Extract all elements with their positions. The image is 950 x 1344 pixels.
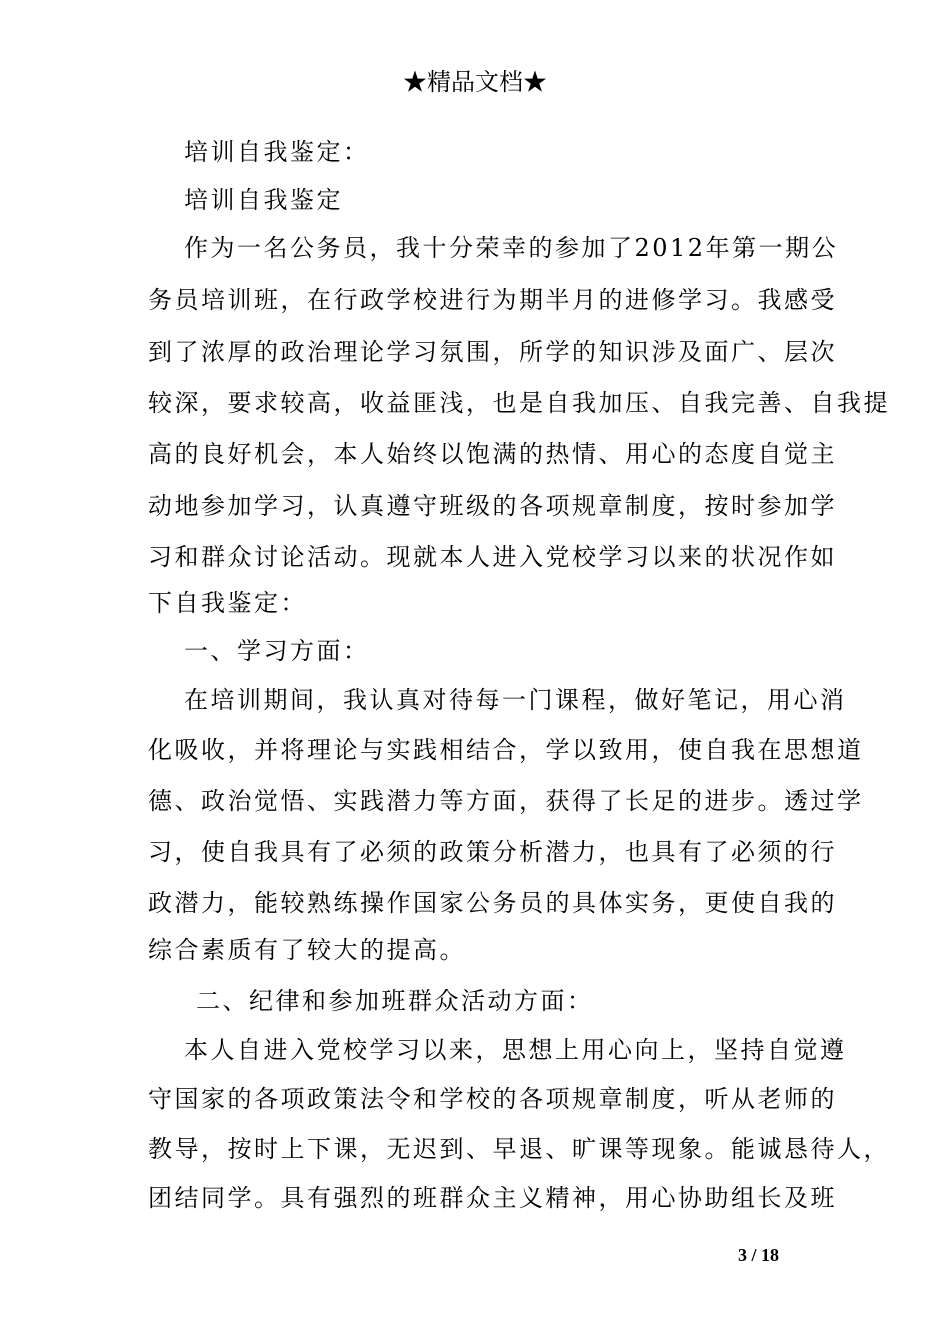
paragraph-line: 较深，要求较高，收益匪浅，也是自我加压、自我完善、自我提	[148, 389, 890, 417]
paragraph-line: 守国家的各项政策法令和学校的各项规章制度，听从老师的	[148, 1085, 837, 1113]
paragraph-line: 政潜力，能较熟练操作国家公务员的具体实务，更使自我的	[148, 889, 837, 917]
paragraph-line: 务员培训班，在行政学校进行为期半月的进修学习。我感受	[148, 286, 837, 314]
section-heading: 二、纪律和参加班群众活动方面：	[196, 987, 594, 1015]
paragraph-line: 教导，按时上下课，无迟到、早退、旷课等现象。能诚恳待人，	[148, 1135, 890, 1163]
section-heading: 一、学习方面：	[184, 637, 370, 665]
paragraph-line: 习，使自我具有了必须的政策分析潜力，也具有了必须的行	[148, 838, 837, 866]
section-heading: 培训自我鉴定：	[184, 138, 370, 166]
document-title: 培训自我鉴定	[184, 186, 343, 214]
paragraph-line: 习和群众讨论活动。现就本人进入党校学习以来的状况作如	[148, 543, 837, 571]
paragraph-line: 到了浓厚的政治理论学习氛围，所学的知识涉及面广、层次	[148, 338, 837, 366]
paragraph-line: 综合素质有了较大的提高。	[148, 936, 466, 964]
paragraph-line: 在培训期间，我认真对待每一门课程，做好笔记，用心消	[184, 686, 847, 714]
paragraph-line: 本人自进入党校学习以来，思想上用心向上，坚持自觉遵	[184, 1036, 847, 1064]
paragraph-line: 高的良好机会，本人始终以饱满的热情、用心的态度自觉主	[148, 440, 837, 468]
paragraph-line: 作为一名公务员，我十分荣幸的参加了2012年第一期公	[184, 234, 839, 262]
document-header-title: ★精品文档★	[403, 68, 547, 96]
paragraph-line: 动地参加学习，认真遵守班级的各项规章制度，按时参加学	[148, 492, 837, 520]
paragraph-line: 下自我鉴定：	[148, 589, 307, 617]
paragraph-line: 团结同学。具有强烈的班群众主义精神，用心协助组长及班	[148, 1184, 837, 1212]
paragraph-line: 化吸收，并将理论与实践相结合，学以致用，使自我在思想道	[148, 736, 864, 764]
paragraph-line: 德、政治觉悟、实践潜力等方面，获得了长足的进步。透过学	[148, 787, 864, 815]
page-number: 3 / 18	[738, 1245, 780, 1265]
